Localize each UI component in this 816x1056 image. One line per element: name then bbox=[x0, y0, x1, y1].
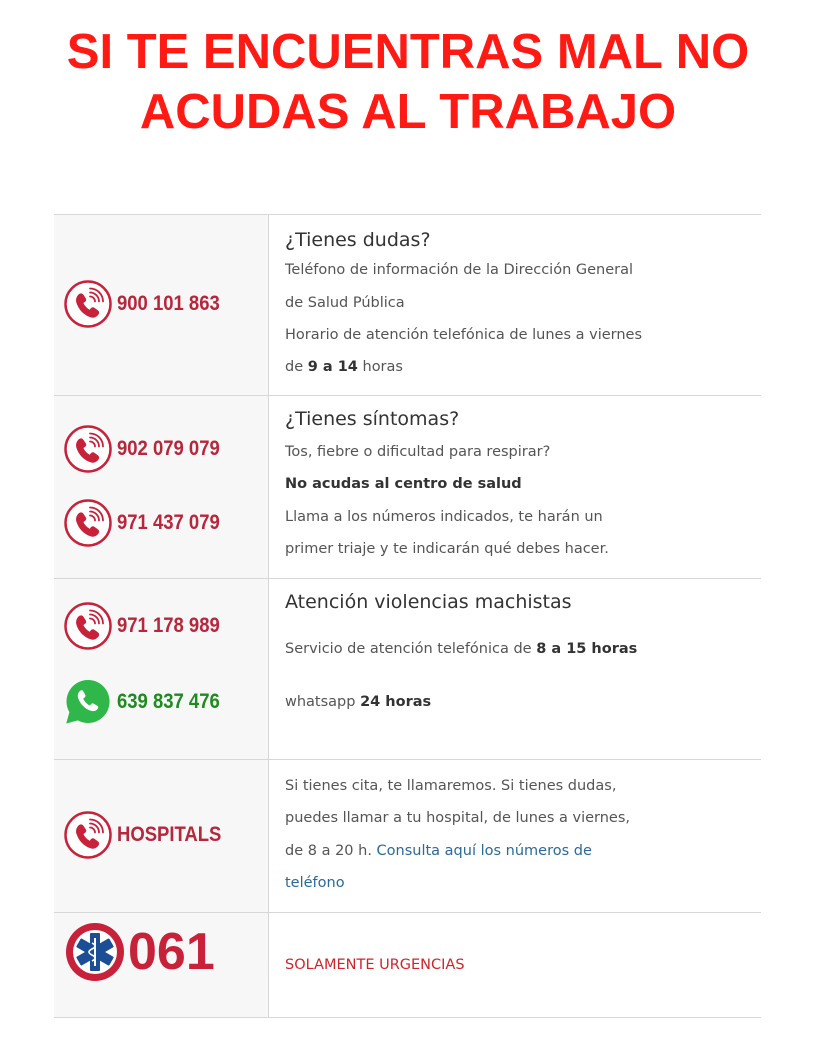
row-violencias bbox=[54, 578, 761, 759]
row-dudas bbox=[54, 214, 761, 395]
whatsapp-item-639[interactable] bbox=[63, 677, 234, 727]
headline-line-1: SI TE ENCUENTRAS MAL NO bbox=[66, 25, 750, 79]
info-text: de 8 a 20 h. bbox=[285, 843, 377, 859]
info-line bbox=[285, 875, 345, 891]
hospitals-label: HOSPITALS bbox=[117, 823, 222, 846]
row-hospitals-phones bbox=[54, 760, 269, 912]
phone-ring-icon bbox=[63, 279, 113, 329]
row-sintomas-info bbox=[269, 396, 761, 578]
phone-number: 902 079 079 bbox=[117, 437, 220, 460]
headline-line-2: ACUDAS AL TRABAJO bbox=[139, 85, 677, 139]
phone-ring-icon bbox=[63, 601, 113, 651]
phone-item-902[interactable] bbox=[63, 424, 234, 474]
info-text: horas bbox=[357, 359, 403, 375]
row-urgencias-info bbox=[269, 913, 761, 1017]
row-dudas-info bbox=[269, 215, 761, 395]
info-text: de bbox=[285, 359, 308, 375]
phone-number: 971 437 079 bbox=[117, 511, 220, 534]
phone-ring-icon bbox=[63, 424, 113, 474]
info-line: primer triaje y te indicarán qué debes hacer. bbox=[285, 541, 609, 557]
row-hospitals bbox=[54, 759, 761, 912]
info-line bbox=[285, 359, 403, 375]
info-line: Si tienes cita, te llamaremos. Si tienes dudas, bbox=[285, 778, 617, 794]
info-line: de Salud Pública bbox=[285, 295, 405, 311]
info-line: Horario de atención telefónica de lunes a viernes bbox=[285, 327, 643, 343]
row-hospitals-info bbox=[269, 760, 761, 912]
info-line-bold: No acudas al centro de salud bbox=[285, 476, 522, 492]
row-violencias-info bbox=[269, 579, 761, 759]
info-text: whatsapp bbox=[285, 694, 361, 710]
row-violencias-phones bbox=[54, 579, 269, 759]
phone-item-971-178[interactable] bbox=[63, 601, 234, 651]
consulta-link[interactable]: Consulta aquí los números de bbox=[376, 843, 592, 859]
emergency-061[interactable] bbox=[64, 921, 215, 983]
info-line: puedes llamar a tu hospital, de lunes a viernes, bbox=[285, 810, 631, 826]
info-line bbox=[285, 843, 592, 859]
row-sintomas bbox=[54, 395, 761, 578]
whatsapp-icon bbox=[63, 677, 113, 727]
phone-number: 900 101 863 bbox=[117, 292, 220, 315]
contact-table bbox=[54, 214, 761, 1018]
info-text: Servicio de atención telefónica de bbox=[285, 641, 537, 657]
row-title: ¿Tienes síntomas? bbox=[285, 408, 460, 430]
info-bold: 9 a 14 bbox=[307, 359, 358, 375]
emergency-star-of-life-icon bbox=[64, 921, 126, 983]
phone-ring-icon bbox=[63, 810, 113, 860]
whatsapp-number: 639 837 476 bbox=[117, 690, 220, 713]
row-title: ¿Tienes dudas? bbox=[285, 229, 431, 251]
info-line: Llama a los números indicados, te harán un bbox=[285, 509, 603, 525]
info-bold: 8 a 15 horas bbox=[536, 641, 638, 657]
info-bold: 24 horas bbox=[360, 694, 432, 710]
phone-item-900[interactable] bbox=[63, 279, 234, 329]
urgent-label: SOLAMENTE URGENCIAS bbox=[285, 957, 465, 973]
phone-item-hospitals[interactable] bbox=[63, 810, 236, 860]
info-line bbox=[285, 641, 637, 657]
info-line bbox=[285, 694, 431, 710]
consulta-link-continued[interactable]: teléfono bbox=[285, 875, 345, 891]
headline bbox=[0, 22, 816, 142]
info-line: Tos, fiebre o dificultad para respirar? bbox=[285, 444, 551, 460]
row-urgencias-phones bbox=[54, 913, 269, 1017]
row-urgencias bbox=[54, 912, 761, 1018]
row-sintomas-phones bbox=[54, 396, 269, 578]
emergency-number: 061 bbox=[128, 923, 215, 981]
phone-item-971-437[interactable] bbox=[63, 498, 234, 548]
phone-number: 971 178 989 bbox=[117, 614, 220, 637]
phone-ring-icon bbox=[63, 498, 113, 548]
row-title: Atención violencias machistas bbox=[285, 591, 572, 613]
info-line: Teléfono de información de la Dirección General bbox=[285, 262, 634, 278]
row-dudas-phones bbox=[54, 215, 269, 395]
